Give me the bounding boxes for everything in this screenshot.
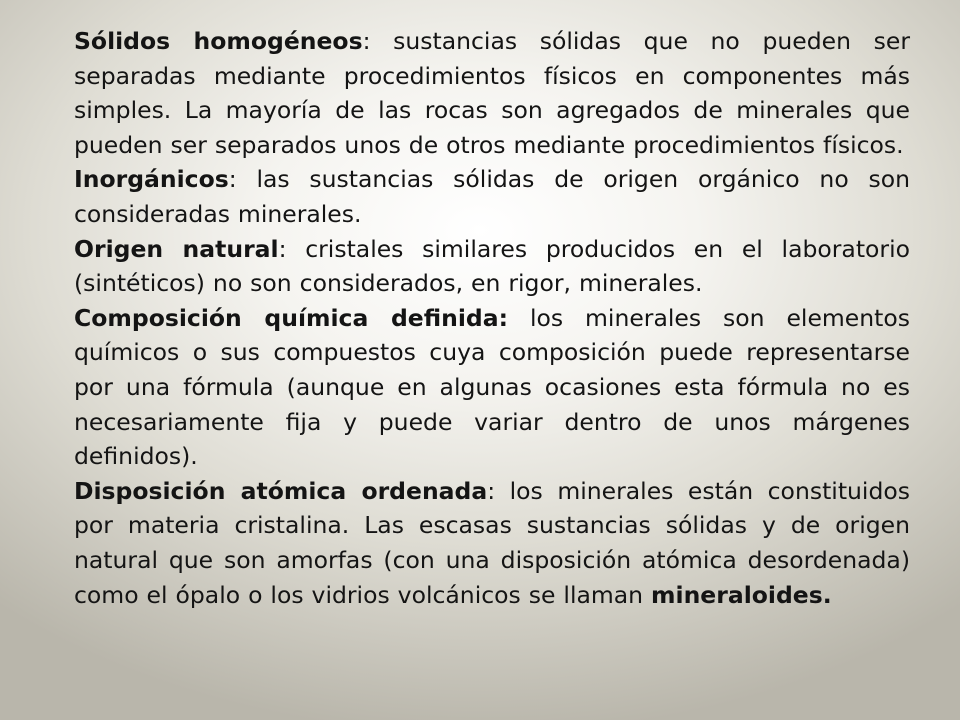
term-inorganicos: Inorgánicos	[74, 165, 229, 194]
definition-composicion-quimica: los minerales son elementos químicos o sus compuestos cuya composición puede representarse por una fórmula (aunque en algunas ocasiones esta fórmula no es necesariamente fija y puede variar dentro de unos márgenes definidos).	[74, 303, 910, 471]
definition-inorganicos: : las sustancias sólidas de origen orgánico no son consideradas minerales.	[74, 165, 910, 228]
paragraph-solidos-homogeneos	[74, 24, 910, 162]
term-solidos-homogeneos: Sólidos homogéneos	[74, 27, 363, 55]
term-mineraloides: mineraloides.	[651, 580, 832, 609]
definition-solidos-homogeneos: : sustancias sólidas que no pueden ser separadas mediante procedimientos físicos en componentes más simples. La mayoría de las rocas son agregados de minerales que pueden ser separados unos de otros mediante procedimientos físicos.	[74, 27, 910, 159]
paragraph-inorganicos	[74, 162, 910, 231]
paragraph-origen-natural	[74, 232, 910, 301]
paragraph-disposicion-atomica	[74, 474, 910, 612]
definition-origen-natural: : cristales similares producidos en el laboratorio (sintéticos) no son considerados, en rigor, minerales.	[74, 234, 910, 298]
definition-disposicion-atomica: : los minerales están constituidos por materia cristalina. Las escasas sustancias sólidas y de origen natural que son amorfas (con una disposición atómica desordenada) como el ópalo o los vidrios volcánicos se llaman	[74, 476, 910, 609]
term-disposicion-atomica: Disposición atómica ordenada	[74, 476, 488, 505]
term-origen-natural: Origen natural	[74, 234, 279, 263]
slide-body	[74, 24, 910, 612]
paragraph-composicion-quimica	[74, 301, 910, 474]
term-composicion-quimica: Composición química definida:	[74, 303, 509, 332]
